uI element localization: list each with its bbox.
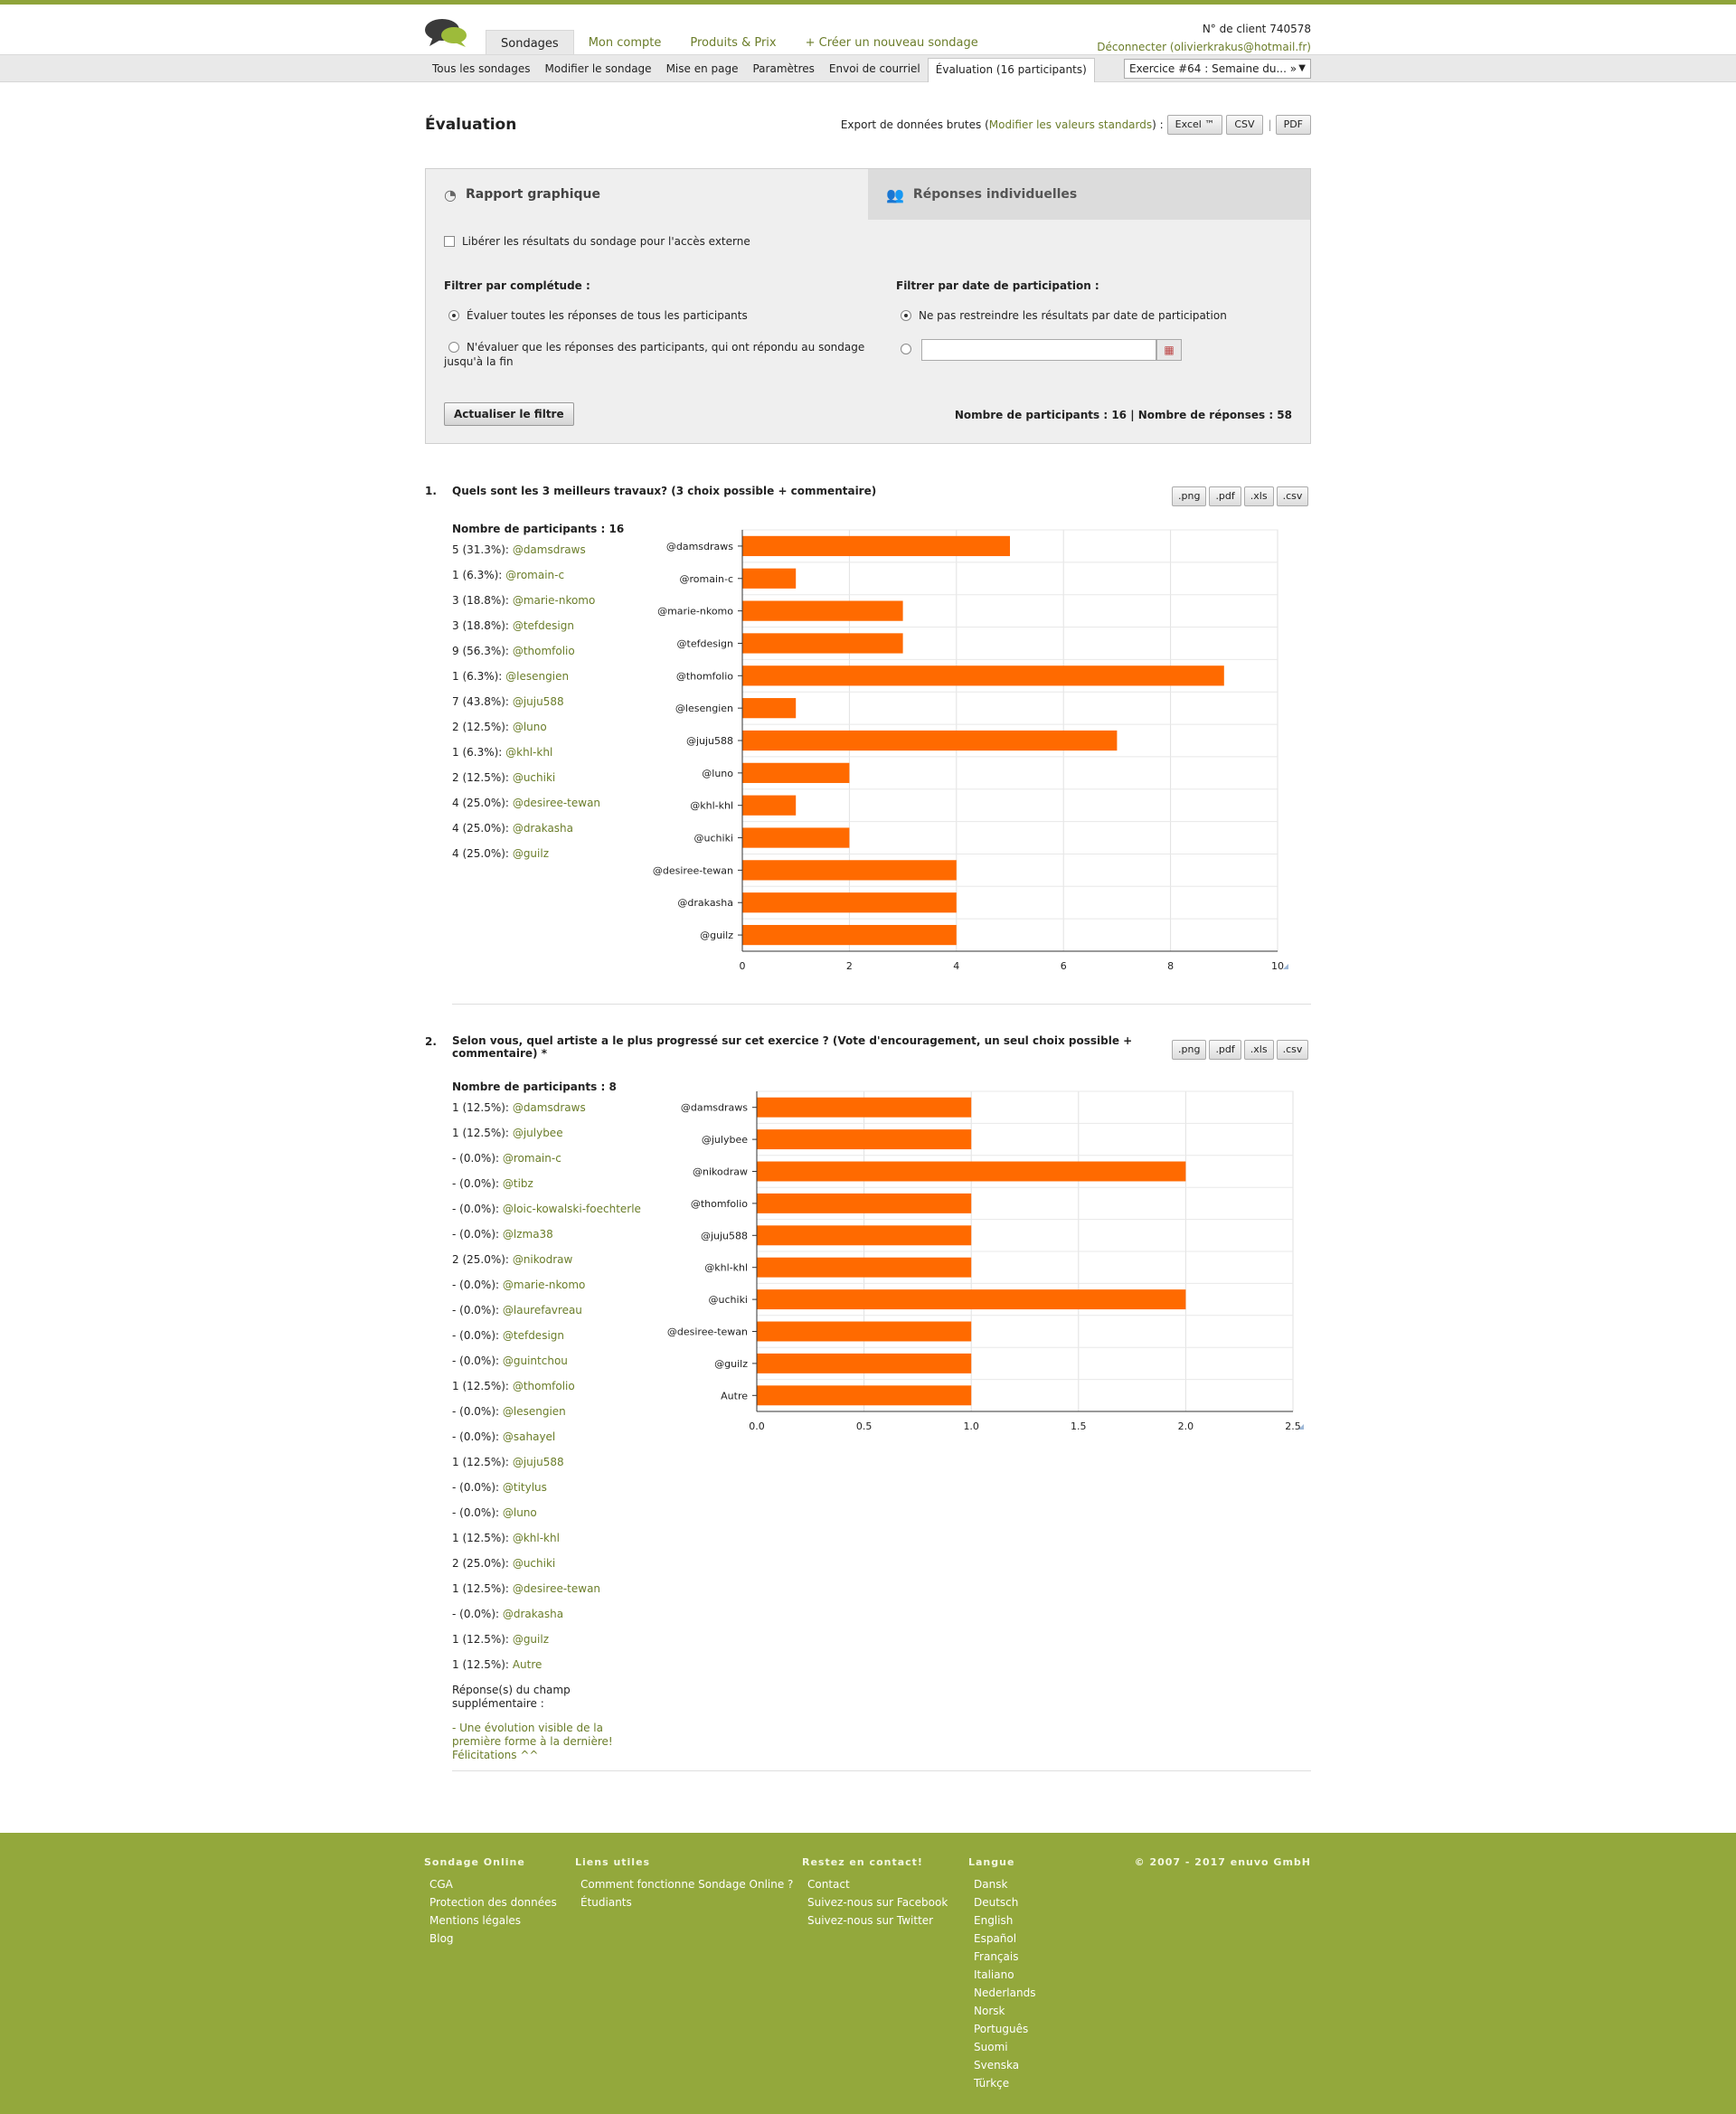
pie-chart-icon: ◔ [444, 185, 457, 203]
footer-link-language[interactable]: Deutsch [974, 1896, 1019, 1909]
answer-item [452, 1250, 641, 1276]
tab-individual-responses[interactable] [868, 169, 1310, 220]
answer-count: 1 (6.3%): [452, 569, 503, 581]
category-label: @guilz [700, 930, 733, 942]
answer-name-link[interactable]: @nikodraw [512, 1253, 573, 1266]
answer-name-link[interactable]: @desiree-tewan [512, 797, 601, 809]
footer-link-language[interactable]: Português [974, 2023, 1029, 2035]
answer-item [452, 1301, 641, 1326]
participant-counts: Nombre de participants : 16 | Nombre de réponses : 58 [954, 409, 1292, 421]
bar [757, 1354, 971, 1373]
answer-name-link[interactable]: @titylus [502, 1481, 547, 1494]
answer-count: 2 (12.5%): [452, 771, 509, 784]
answer-name-link[interactable]: @lzma38 [502, 1228, 553, 1241]
nav-produits-prix[interactable]: Produits & Prix [690, 36, 777, 50]
category-label: @damsdraws [680, 1101, 748, 1114]
export-bar [841, 115, 1311, 135]
answer-name-link[interactable]: @julybee [512, 1127, 563, 1139]
footer-link-language[interactable]: Svenska [974, 2059, 1020, 2072]
footer [0, 1833, 1736, 2114]
footer-link-how-it-works[interactable]: Comment fonctionne Sondage Online ? [580, 1878, 794, 1891]
download-pdf-button[interactable]: .pdf [1209, 486, 1241, 506]
export-excel-button[interactable]: Excel ™ [1167, 115, 1223, 135]
tab-graphic-report-label: Rapport graphique [465, 187, 600, 202]
subnav-all-surveys[interactable]: Tous les sondages [432, 62, 531, 75]
answer-item [452, 1453, 641, 1478]
footer-link-cga[interactable]: CGA [429, 1878, 453, 1891]
answer-count: 4 (25.0%): [452, 797, 509, 809]
answer-name-link[interactable]: @luno [502, 1506, 537, 1519]
radio-no-date-label: Ne pas restreindre les résultats par date de participation [919, 309, 1227, 322]
x-tick-label: 6 [1060, 960, 1067, 972]
answer-name-link[interactable]: @laurefavreau [502, 1304, 582, 1317]
answer-count: - (0.0%): [452, 1228, 500, 1241]
question-divider [452, 1770, 1311, 1771]
answer-item [452, 1554, 641, 1580]
footer-col-title: Langue [968, 1856, 1015, 1868]
answer-name-link[interactable]: @romain-c [502, 1152, 561, 1165]
answer-count: 2 (25.0%): [452, 1253, 509, 1266]
radio-all-label: Évaluer toutes les réponses de tous les participants [467, 309, 748, 322]
radio-date-row [901, 343, 919, 355]
footer-link-privacy[interactable]: Protection des données [429, 1896, 557, 1909]
footer-link-blog[interactable]: Blog [429, 1932, 454, 1945]
answer-item [452, 591, 624, 617]
footer-link-language[interactable]: Norsk [974, 2005, 1005, 2017]
answer-list [452, 1081, 641, 1681]
chevron-down-icon: ▼ [1298, 63, 1306, 73]
radio-complete-row [444, 340, 878, 369]
extra-field-responses [452, 1684, 651, 1762]
bar [742, 763, 849, 783]
answer-item [452, 743, 624, 769]
category-label: @drakasha [677, 897, 733, 910]
answer-item [452, 1149, 641, 1175]
nav-sondages[interactable]: Sondages [486, 30, 574, 57]
answer-name-link[interactable]: @thomfolio [512, 645, 575, 657]
category-label: @guilz [714, 1357, 748, 1370]
radio-all[interactable] [448, 310, 459, 321]
nav-mon-compte[interactable]: Mon compte [588, 36, 662, 50]
category-label: @luno [702, 767, 733, 779]
footer-link-contact[interactable]: Contact [807, 1878, 850, 1891]
x-tick-label: 2 [845, 960, 853, 972]
category-label: @khl-khl [704, 1261, 748, 1274]
footer-col-contact [802, 1856, 948, 1930]
bar [757, 1322, 971, 1342]
answer-count: 1 (6.3%): [452, 670, 503, 683]
footer-link-language[interactable]: Suomi [974, 2041, 1008, 2053]
radio-no-date-row [901, 309, 1227, 322]
answer-name-link[interactable]: @marie-nkomo [502, 1279, 586, 1291]
answer-count: 1 (12.5%): [452, 1633, 509, 1646]
subnav [425, 58, 1095, 82]
answer-count: 1 (12.5%): [452, 1127, 509, 1139]
radio-complete-label: N'évaluer que les réponses des participants, qui ont répondu au sondage jusqu'à la fin [444, 341, 865, 368]
download-pdf-button[interactable]: .pdf [1209, 1040, 1241, 1060]
question-title: Quels sont les 3 meilleurs travaux? (3 choix possible + commentaire) [452, 485, 877, 497]
footer-link-language[interactable]: Français [974, 1950, 1019, 1963]
answer-count: - (0.0%): [452, 1608, 500, 1620]
answer-item [452, 769, 624, 794]
answer-item [452, 642, 624, 667]
category-label: @thomfolio [675, 670, 733, 683]
bar [757, 1289, 1185, 1309]
bar [757, 1194, 971, 1213]
footer-col-language [968, 1856, 1035, 2092]
release-label: Libérer les résultats du sondage pour l'accès externe [462, 235, 750, 248]
x-tick-label: 8 [1167, 960, 1175, 972]
subnav-email[interactable]: Envoi de courriel [828, 62, 920, 75]
answer-count: 4 (25.0%): [452, 822, 509, 835]
answer-count: - (0.0%): [452, 1354, 500, 1367]
answer-count: - (0.0%): [452, 1405, 500, 1418]
subnav-edit-survey[interactable]: Modifier le sondage [544, 62, 652, 75]
answer-item [452, 1580, 641, 1605]
category-label: @khl-khl [690, 799, 733, 812]
report-panel [425, 168, 1311, 444]
release-checkbox[interactable] [444, 236, 455, 247]
tab-graphic-report[interactable] [426, 169, 868, 220]
x-tick-label: 2.0 [1177, 1420, 1194, 1432]
download-csv-button[interactable]: .csv [1277, 486, 1309, 506]
answer-item [452, 1200, 641, 1225]
answer-item [452, 1630, 641, 1656]
x-tick-label: 2.5 [1285, 1420, 1301, 1432]
participants-count: Nombre de participants : 8 [452, 1081, 617, 1093]
footer-link-language[interactable]: Español [974, 1932, 1017, 1945]
question-number: 1. [425, 485, 437, 497]
download-buttons [1169, 486, 1308, 506]
answer-name-link[interactable]: @lesengien [502, 1405, 566, 1418]
answer-name-link[interactable]: @marie-nkomo [512, 594, 596, 607]
footer-col-title: Sondage Online [424, 1856, 525, 1868]
answer-item [452, 566, 624, 591]
bar [742, 698, 796, 718]
bar-chart [633, 1081, 1320, 1451]
answer-name-link[interactable]: @damsdraws [512, 1101, 586, 1114]
answer-item [452, 617, 624, 642]
answer-count: - (0.0%): [452, 1304, 500, 1317]
radio-date[interactable] [901, 344, 911, 354]
answer-item [452, 1326, 641, 1352]
answer-name-link[interactable]: @luno [512, 721, 547, 733]
answer-item [452, 1478, 641, 1504]
answer-item [452, 845, 624, 870]
answer-count: - (0.0%): [452, 1506, 500, 1519]
bar [742, 633, 903, 653]
modify-standard-values-link[interactable]: Modifier les valeurs standards [988, 118, 1153, 131]
bar-chart [633, 523, 1302, 984]
export-pdf-button[interactable]: PDF [1276, 115, 1311, 135]
subnav-settings[interactable]: Paramètres [752, 62, 815, 75]
answer-name-link[interactable]: @khl-khl [512, 1532, 560, 1544]
bar [757, 1225, 971, 1245]
download-buttons [1169, 1040, 1308, 1060]
bar [742, 827, 849, 847]
answer-count: - (0.0%): [452, 1329, 500, 1342]
answer-list [452, 523, 624, 870]
answer-name-link[interactable]: @loic-kowalski-foechterle [502, 1203, 641, 1215]
answer-count: 2 (12.5%): [452, 721, 509, 733]
page-title: Évaluation [425, 116, 517, 134]
x-tick-label: 4 [953, 960, 960, 972]
answer-count: 4 (25.0%): [452, 847, 509, 860]
answer-name-link[interactable]: @tibz [502, 1177, 533, 1190]
extra-field-label: Réponse(s) du champ supplémentaire : [452, 1684, 571, 1710]
category-label: @juju588 [685, 735, 733, 747]
answer-name-link[interactable]: @romain-c [505, 569, 565, 581]
update-filter-button[interactable]: Actualiser le filtre [444, 402, 574, 426]
export-label-end: ) : [1152, 118, 1164, 131]
category-label: @juju588 [700, 1230, 748, 1242]
answer-name-link[interactable]: @thomfolio [512, 1380, 575, 1392]
answer-name-link[interactable]: @sahayel [502, 1430, 556, 1443]
release-row [444, 235, 750, 248]
subnav-bar [0, 54, 1736, 82]
bar [757, 1129, 971, 1149]
header [0, 5, 1736, 54]
export-label: Export de données brutes ( [840, 118, 989, 131]
subnav-layout[interactable]: Mise en page [665, 62, 739, 75]
x-tick-label: 1.0 [963, 1420, 979, 1432]
exercise-select-value: Exercice #64 : Semaine du... » [1129, 62, 1297, 75]
bar [757, 1098, 971, 1118]
answer-name-link[interactable]: @uchiki [512, 771, 556, 784]
answer-item [452, 1276, 641, 1301]
bar [742, 601, 903, 621]
answer-item [452, 1529, 641, 1554]
footer-col-title: Liens utiles [575, 1856, 651, 1868]
bar [757, 1385, 971, 1405]
answer-name-link[interactable]: @drakasha [502, 1608, 564, 1620]
question-number: 2. [425, 1035, 437, 1048]
answer-name-link[interactable]: @guilz [512, 1633, 550, 1646]
category-label: @damsdraws [665, 540, 733, 552]
download-csv-button[interactable]: .csv [1277, 1040, 1309, 1060]
filter-completeness-title: Filtrer par complétude : [444, 279, 590, 292]
answer-item [452, 541, 624, 566]
footer-link-language[interactable]: Italiano [974, 1968, 1014, 1981]
date-input[interactable] [921, 339, 1156, 361]
answer-name-link[interactable]: @damsdraws [512, 543, 586, 556]
download-xls-button[interactable]: .xls [1244, 486, 1274, 506]
answer-item [452, 1225, 641, 1250]
answer-item [452, 1504, 641, 1529]
answer-name-link[interactable]: @lesengien [505, 670, 570, 683]
footer-link-language[interactable]: English [974, 1914, 1014, 1927]
answer-count: 2 (25.0%): [452, 1557, 509, 1570]
answer-name-link[interactable]: @uchiki [512, 1557, 556, 1570]
footer-link-twitter[interactable]: Suivez-nous sur Twitter [807, 1914, 934, 1927]
answer-item [452, 1402, 641, 1428]
x-tick-label: 0 [739, 960, 746, 972]
answer-name-link[interactable]: Autre [512, 1658, 542, 1671]
answer-item [452, 1605, 641, 1630]
export-csv-button[interactable]: CSV [1226, 115, 1262, 135]
category-label: @romain-c [679, 572, 733, 585]
answer-item [452, 1099, 641, 1124]
answer-item [452, 819, 624, 845]
footer-col-links [575, 1856, 793, 1911]
client-number: N° de client 740578 [1202, 23, 1311, 35]
participants-count: Nombre de participants : 16 [452, 523, 625, 535]
answer-count: 1 (12.5%): [452, 1456, 509, 1468]
answer-count: 1 (12.5%): [452, 1532, 509, 1544]
answer-item [452, 1352, 641, 1377]
answer-count: 9 (56.3%): [452, 645, 509, 657]
category-label: @nikodraw [693, 1166, 748, 1178]
bar [757, 1258, 971, 1278]
answer-name-link[interactable]: @juju588 [512, 1456, 564, 1468]
category-label: @marie-nkomo [657, 605, 733, 618]
answer-item [452, 693, 624, 718]
footer-link-legal[interactable]: Mentions légales [429, 1914, 522, 1927]
category-label: @desiree-tewan [666, 1326, 748, 1338]
radio-no-date[interactable] [901, 310, 911, 321]
answer-count: - (0.0%): [452, 1279, 500, 1291]
footer-link-language[interactable]: Dansk [974, 1878, 1008, 1891]
answer-count: 3 (18.8%): [452, 594, 509, 607]
users-icon: 👥 [886, 185, 904, 203]
answer-count: 1 (12.5%): [452, 1658, 509, 1671]
bar [742, 731, 1117, 750]
filter-date-title: Filtrer par date de participation : [896, 279, 1099, 292]
answer-count: - (0.0%): [452, 1430, 500, 1443]
bar [757, 1162, 1185, 1182]
answer-count: - (0.0%): [452, 1203, 500, 1215]
answer-name-link[interactable]: @khl-khl [505, 746, 553, 759]
footer-col-title: Restez en contact! [802, 1856, 923, 1868]
answer-count: 3 (18.8%): [452, 619, 509, 632]
main-nav [486, 30, 993, 57]
subnav-evaluation[interactable]: Évaluation (16 participants) [928, 58, 1095, 82]
footer-link-language[interactable]: Türkçe [974, 2077, 1010, 2090]
category-label: @lesengien [675, 703, 733, 715]
download-png-button[interactable]: .png [1172, 486, 1206, 506]
answer-count: 7 (43.8%): [452, 695, 509, 708]
answer-count: 1 (12.5%): [452, 1380, 509, 1392]
download-png-button[interactable]: .png [1172, 1040, 1206, 1060]
footer-link-language[interactable]: Nederlands [974, 1987, 1036, 1999]
x-tick-label: 0.0 [749, 1420, 765, 1432]
answer-name-link[interactable]: @tefdesign [502, 1329, 564, 1342]
tab-individual-responses-label: Réponses individuelles [912, 187, 1078, 202]
client-info [1097, 20, 1311, 56]
answer-name-link[interactable]: @guintchou [502, 1354, 568, 1367]
answer-name-link[interactable]: @tefdesign [512, 619, 574, 632]
category-label: @thomfolio [690, 1197, 748, 1210]
calendar-icon[interactable]: ▦ [1156, 339, 1182, 361]
radio-complete[interactable] [448, 342, 459, 353]
extra-field-answer: - Une évolution visible de la première forme à la dernière! Félicitations ^^ [452, 1722, 613, 1761]
bar [742, 796, 796, 816]
bar [742, 925, 957, 945]
footer-col-sondage [424, 1856, 557, 1948]
bar [742, 536, 1010, 556]
answer-item [452, 794, 624, 819]
logout-link[interactable]: Déconnecter (olivierkrakus@hotmail.fr) [1097, 41, 1311, 53]
export-separator: | [1268, 118, 1272, 131]
answer-item [452, 718, 624, 743]
answer-item [452, 1124, 641, 1149]
question-divider [452, 1004, 1311, 1005]
category-label: @tefdesign [676, 637, 733, 650]
logo-icon[interactable] [424, 17, 469, 48]
answer-item [452, 1175, 641, 1200]
answer-count: 1 (6.3%): [452, 746, 503, 759]
answer-count: - (0.0%): [452, 1481, 500, 1494]
footer-link-facebook[interactable]: Suivez-nous sur Facebook [807, 1896, 948, 1909]
answer-count: 1 (12.5%): [452, 1101, 509, 1114]
bar [742, 569, 796, 589]
answer-count: 5 (31.3%): [452, 543, 509, 556]
answer-name-link[interactable]: @juju588 [512, 695, 564, 708]
category-label: @julybee [701, 1134, 748, 1147]
answer-name-link[interactable]: @guilz [512, 847, 550, 860]
download-xls-button[interactable]: .xls [1244, 1040, 1274, 1060]
answer-count: - (0.0%): [452, 1177, 500, 1190]
exercise-select[interactable] [1124, 59, 1311, 79]
x-tick-label: 0.5 [855, 1420, 873, 1432]
category-label: @uchiki [693, 832, 733, 845]
x-tick-label: 10 [1271, 960, 1284, 972]
bar [742, 860, 957, 880]
answer-item [452, 1377, 641, 1402]
answer-name-link[interactable]: @drakasha [512, 822, 574, 835]
copyright: © 2007 - 2017 enuvo GmbH [1134, 1856, 1311, 1868]
answer-item [452, 1428, 641, 1453]
category-label: Autre [721, 1390, 748, 1402]
answer-name-link[interactable]: @desiree-tewan [512, 1582, 601, 1595]
category-label: @uchiki [708, 1294, 748, 1307]
answer-count: 1 (12.5%): [452, 1582, 509, 1595]
nav-create-survey[interactable]: + Créer un nouveau sondage [805, 36, 978, 50]
bar [742, 892, 957, 912]
report-tabs [426, 169, 1310, 220]
x-tick-label: 1.5 [1071, 1420, 1087, 1432]
answer-item [452, 667, 624, 693]
bar [742, 665, 1224, 685]
answer-item [452, 1656, 641, 1681]
radio-all-row [448, 309, 748, 322]
answer-count: - (0.0%): [452, 1152, 500, 1165]
footer-link-students[interactable]: Étudiants [580, 1896, 632, 1909]
question-title: Selon vous, quel artiste a le plus progressé sur cet exercice ? (Vote d'encouragement, un seul choix possible + commentaire) * [452, 1034, 1133, 1060]
category-label: @desiree-tewan [652, 864, 733, 877]
